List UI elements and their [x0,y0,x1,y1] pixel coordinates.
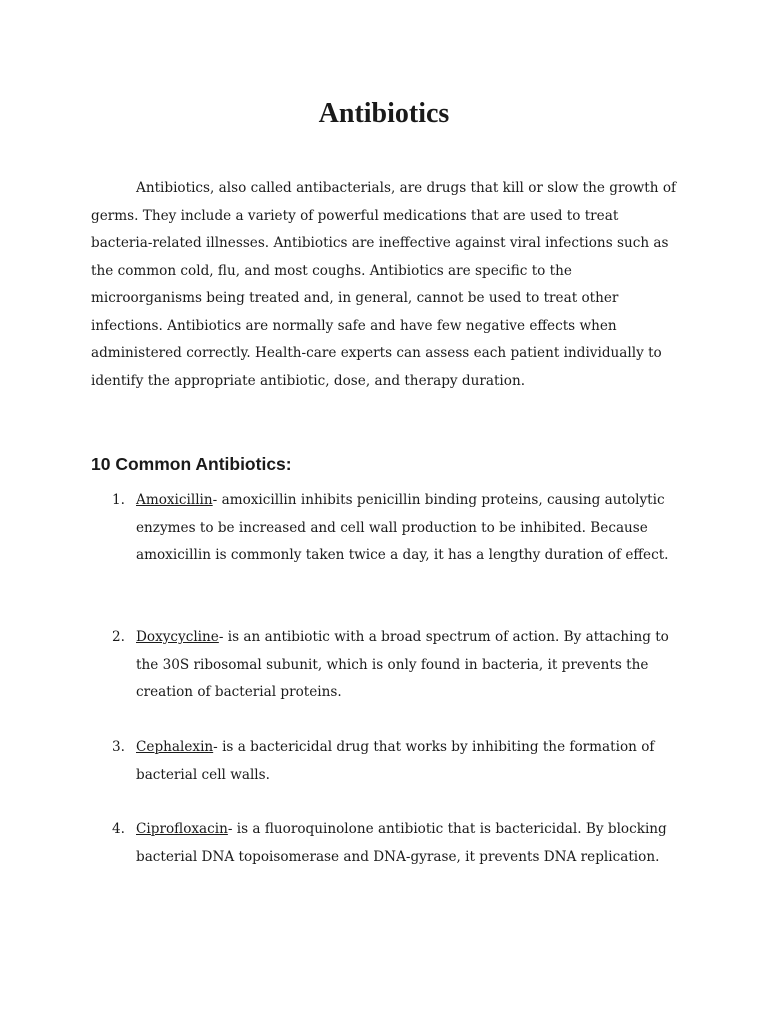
item-name: Doxycycline [136,629,219,645]
intro-paragraph: Antibiotics, also called antibacterials, are drugs that kill or slow the growth of germs. They include a variety of powerful medications that are used to treat bacteria-related illnesses. Antibiotics are ineffective against viral infections such as the common cold, flu, and most coughs. Antibiotics are specific to the microorganisms being treated and, in general, cannot be used to treat other infections. Antibiotics are normally safe and have few negative effects when administered correctly. Health-care experts can assess each patient individually to identify the appropriate antibiotic, dose, and therapy duration. [91,180,677,389]
item-number: 4. [112,821,125,837]
item-body [136,734,681,789]
item-body [136,624,681,707]
item-number: 2. [112,629,125,645]
item-number: 1. [112,492,125,508]
item-text: - amoxicillin inhibits penicillin binding proteins, causing autolytic enzymes to be increased and cell wall production to be inhibited. Because amoxicillin is commonly taken twice a day, it has a lengthy duration of effect. [136,492,669,563]
item-body [136,487,681,570]
item-text: - is a bactericidal drug that works by inhibiting the formation of bacterial cell walls. [136,739,655,783]
item-number: 3. [112,739,125,755]
item-text: - is an antibiotic with a broad spectrum of action. By attaching to the 30S ribosomal subunit, which is only found in bacteria, it prevents the creation of bacterial proteins. [136,629,669,700]
item-name: Ciprofloxacin [136,821,228,837]
list-heading: 10 Common Antibiotics: [91,454,292,474]
item-name: Cephalexin [136,739,214,755]
page-title: Antibiotics [318,98,450,129]
item-text: - is a fluoroquinolone antibiotic that is bactericidal. By blocking bacterial DNA topoisomerase and DNA-gyrase, it prevents DNA replication. [136,821,667,865]
item-body [136,816,681,871]
item-name: Amoxicillin [136,492,213,508]
